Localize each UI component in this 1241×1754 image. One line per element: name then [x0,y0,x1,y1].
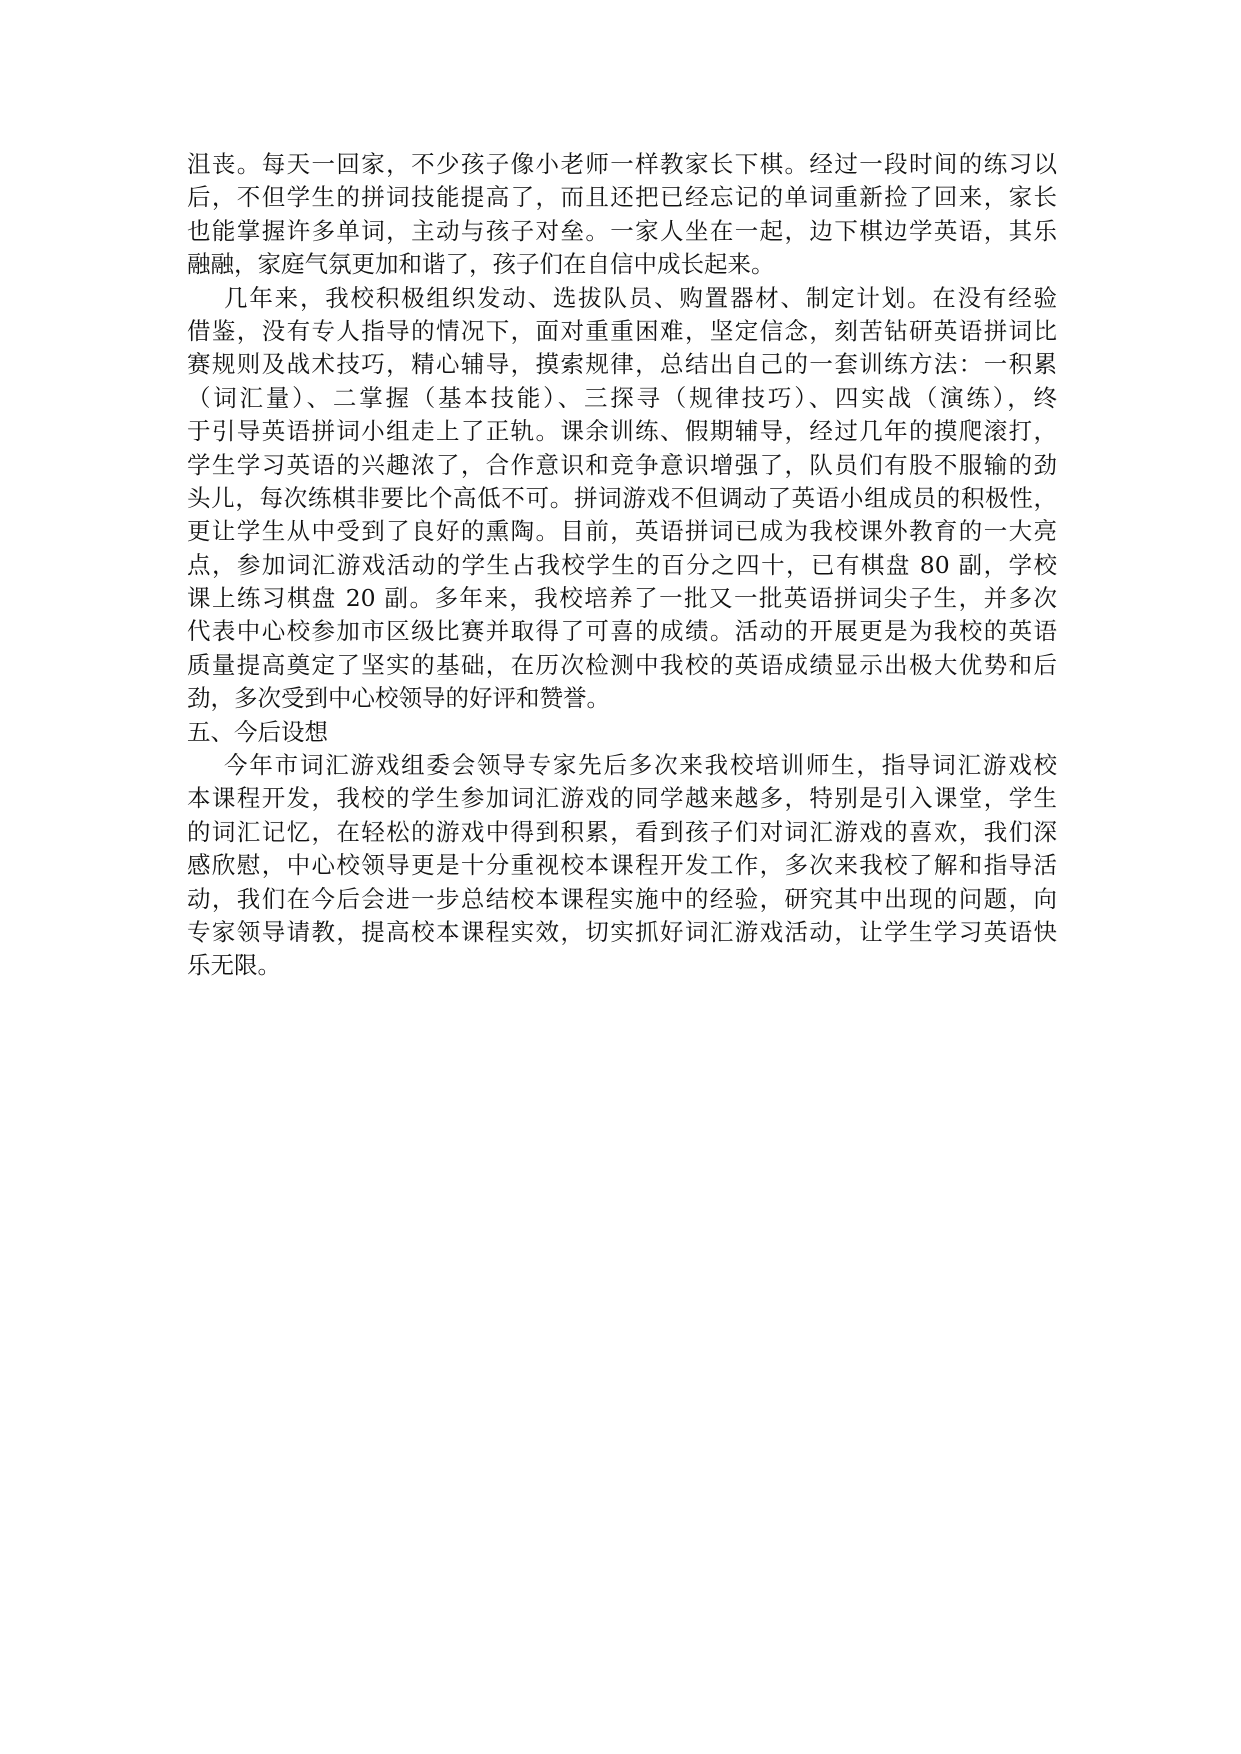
text-line: 的词汇记忆，在轻松的游戏中得到积累，看到孩子们对词汇游戏的喜欢，我们深 [187,817,1057,846]
text-line: 今年市词汇游戏组委会领导专家先后多次来我校培训师生，指导词汇游戏校 [187,751,1057,780]
text-line: 质量提高奠定了坚实的基础，在历次检测中我校的英语成绩显示出极大优势和后 [187,650,1057,679]
body-text [187,148,1057,983]
text-line: 课上练习棋盘 20 副。多年来，我校培养了一批又一批英语拼词尖子生，并多次 [187,584,1057,613]
text-line: （词汇量）、二掌握（基本技能）、三探寻（规律技巧）、四实战（演练），终 [187,383,1057,412]
text-line: 融融，家庭气氛更加和谐了，孩子们在自信中成长起来。 [187,250,775,279]
text-line: 借鉴，没有专人指导的情况下，面对重重困难，坚定信念，刻苦钻研英语拼词比 [187,316,1057,345]
text-line: 也能掌握许多单词，主动与孩子对垒。一家人坐在一起，边下棋边学英语，其乐 [187,216,1057,245]
text-line: 沮丧。每天一回家，不少孩子像小老师一样教家长下棋。经过一段时间的练习以 [187,150,1057,178]
text-line: 乐无限。 [187,951,281,980]
text-line: 点，参加词汇游戏活动的学生占我校学生的百分之四十，已有棋盘 80 副，学校 [187,550,1057,579]
text-line: 劲，多次受到中心校领导的好评和赞誉。 [187,684,610,713]
text-line: 本课程开发，我校的学生参加词汇游戏的同学越来越多，特别是引入课堂，学生 [187,784,1057,813]
text-line: 专家领导请教，提高校本课程实效，切实抓好词汇游戏活动，让学生学习英语快 [187,917,1057,946]
text-line: 代表中心校参加市区级比赛并取得了可喜的成绩。活动的开展更是为我校的英语 [187,617,1057,646]
text-line: 几年来，我校积极组织发动、选拔队员、购置器材、制定计划。在没有经验 [187,283,1057,312]
text-line: 头儿，每次练棋非要比个高低不可。拼词游戏不但调动了英语小组成员的积极性， [187,483,1057,512]
section-heading: 五、今后设想 [187,717,328,746]
text-line: 更让学生从中受到了良好的熏陶。目前，英语拼词已成为我校课外教育的一大亮 [187,517,1057,546]
text-line: 感欣慰，中心校领导更是十分重视校本课程开发工作，多次来我校了解和指导活 [187,851,1057,880]
text-line: 后，不但学生的拼词技能提高了，而且还把已经忘记的单词重新捡了回来，家长 [187,183,1057,212]
text-line: 学生学习英语的兴趣浓了，合作意识和竞争意识增强了，队员们有股不服输的劲 [187,450,1057,479]
text-line: 动，我们在今后会进一步总结校本课程实施中的经验，研究其中出现的问题，向 [187,884,1057,913]
text-line: 赛规则及战术技巧，精心辅导，摸索规律，总结出自己的一套训练方法：一积累 [187,350,1057,379]
text-line: 于引导英语拼词小组走上了正轨。课余训练、假期辅导，经过几年的摸爬滚打， [187,417,1057,446]
